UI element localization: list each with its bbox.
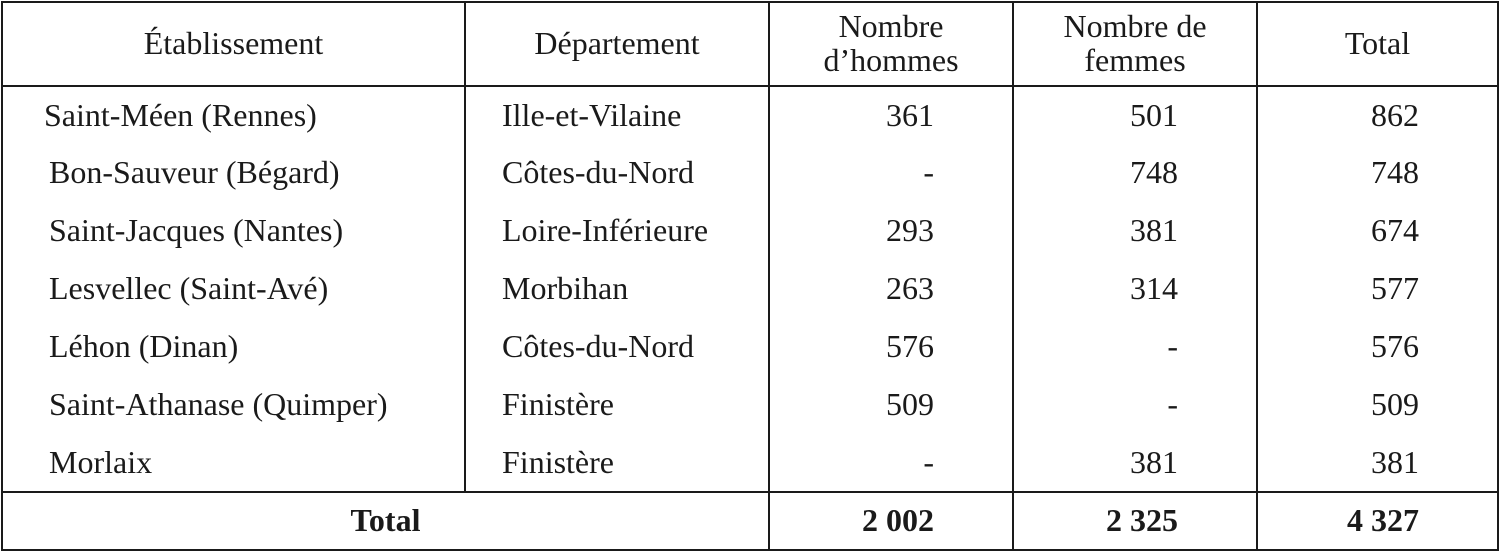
header-hommes-wrap <box>823 10 958 77</box>
table-row <box>2 202 1498 260</box>
total-row <box>2 492 1498 550</box>
cell-etablissement: Saint-Méen (Rennes) <box>2 86 465 144</box>
header-hommes-line2: d’hommes <box>823 42 959 78</box>
cell-hommes: 263 <box>769 260 1013 318</box>
cell-etablissement: Morlaix <box>2 434 465 492</box>
cell-etablissement: Saint-Athanase (Quimper) <box>2 376 465 434</box>
header-femmes-wrap <box>1063 10 1206 77</box>
header-total-label: Total <box>1344 25 1411 62</box>
total-hommes: 2 002 <box>769 492 1013 550</box>
cell-etablissement: Saint-Jacques (Nantes) <box>2 202 465 260</box>
header-femmes-line1: Nombre de <box>1063 8 1207 45</box>
header-hommes <box>769 2 1013 86</box>
table-row <box>2 144 1498 202</box>
cell-femmes: 381 <box>1013 434 1257 492</box>
table-row <box>2 86 1498 144</box>
cell-hommes: 361 <box>769 86 1013 144</box>
cell-femmes: - <box>1013 318 1257 376</box>
cell-total: 381 <box>1257 434 1498 492</box>
total-femmes: 2 325 <box>1013 492 1257 550</box>
cell-total: 576 <box>1257 318 1498 376</box>
cell-hommes: 509 <box>769 376 1013 434</box>
cell-femmes: 748 <box>1013 144 1257 202</box>
total-total: 4 327 <box>1257 492 1498 550</box>
header-hommes-line1: Nombre <box>838 8 944 45</box>
table-row <box>2 376 1498 434</box>
header-etablissement <box>2 2 465 86</box>
header-row <box>2 2 1498 86</box>
header-etablissement-label: Établissement <box>143 25 324 62</box>
header-femmes <box>1013 2 1257 86</box>
header-departement-label: Département <box>534 25 700 62</box>
cell-etablissement: Bon-Sauveur (Bégard) <box>2 144 465 202</box>
cell-departement: Ille-et-Vilaine <box>465 86 769 144</box>
header-departement <box>465 2 769 86</box>
cell-hommes: - <box>769 434 1013 492</box>
table-header <box>2 2 1498 86</box>
cell-total: 862 <box>1257 86 1498 144</box>
cell-femmes: 314 <box>1013 260 1257 318</box>
cell-departement: Finistère <box>465 434 769 492</box>
cell-departement: Côtes-du-Nord <box>465 318 769 376</box>
cell-hommes: - <box>769 144 1013 202</box>
cell-etablissement: Léhon (Dinan) <box>2 318 465 376</box>
cell-departement: Côtes-du-Nord <box>465 144 769 202</box>
cell-total: 748 <box>1257 144 1498 202</box>
total-label: Total <box>2 492 769 550</box>
cell-femmes: 381 <box>1013 202 1257 260</box>
cell-etablissement: Lesvellec (Saint-Avé) <box>2 260 465 318</box>
cell-total: 674 <box>1257 202 1498 260</box>
table-body <box>2 86 1498 550</box>
cell-total: 509 <box>1257 376 1498 434</box>
cell-departement: Morbihan <box>465 260 769 318</box>
cell-femmes: - <box>1013 376 1257 434</box>
cell-hommes: 293 <box>769 202 1013 260</box>
cell-departement: Loire-Inférieure <box>465 202 769 260</box>
cell-hommes: 576 <box>769 318 1013 376</box>
cell-total: 577 <box>1257 260 1498 318</box>
table-row <box>2 260 1498 318</box>
establishments-table <box>1 1 1499 551</box>
table-row <box>2 434 1498 492</box>
cell-departement: Finistère <box>465 376 769 434</box>
header-total <box>1257 2 1498 86</box>
table-row <box>2 318 1498 376</box>
header-femmes-line2: femmes <box>1084 42 1186 78</box>
cell-femmes: 501 <box>1013 86 1257 144</box>
